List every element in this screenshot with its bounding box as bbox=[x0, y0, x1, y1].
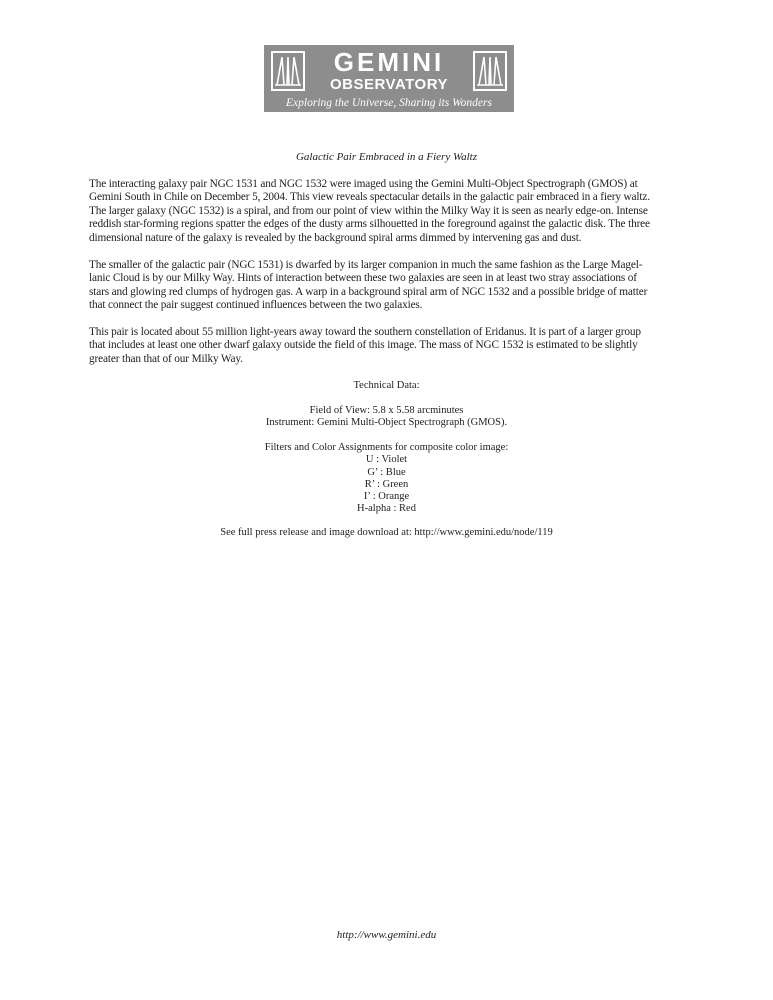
paragraph-line: The larger galaxy (NGC 1532) is a spiral, and from our point of view within the Milky Way it is seen as nearly edge-on. Intense bbox=[89, 204, 648, 217]
logo-subtitle: OBSERVATORY bbox=[329, 76, 449, 93]
paragraph-2 bbox=[89, 259, 685, 313]
filters-block bbox=[89, 442, 684, 516]
filter-item: H-alpha : Red bbox=[357, 503, 416, 515]
instrument: Instrument: Gemini Multi-Object Spectrograph (GMOS). bbox=[265, 417, 508, 429]
filter-item: G’ : Blue bbox=[367, 466, 406, 478]
paragraph-line: that connect the pair suggest continued influences between the two galaxies. bbox=[89, 299, 423, 312]
paragraph-line: greater than that of our Milky Way. bbox=[89, 352, 243, 365]
technical-data-heading: Technical Data: bbox=[353, 380, 420, 391]
paragraph-line: The interacting galaxy pair NGC 1531 and NGC 1532 were imaged using the Gemini Multi-Object Spectrograph (GMOS) at bbox=[89, 178, 638, 190]
paragraph-1 bbox=[89, 178, 685, 245]
paragraph-line: that includes at least one other dwarf galaxy outside the field of this image. The mass of NGC 1532 is estimated to be slightly bbox=[89, 339, 638, 352]
paragraph-line: The smaller of the galactic pair (NGC 1531) is dwarfed by its larger companion in much the same fashion as the Large Magel- bbox=[89, 259, 643, 271]
field-of-view: Field of View: 5.8 x 5.58 arcminutes bbox=[309, 405, 464, 416]
paragraph-line: This pair is located about 55 million light-years away toward the southern constellation of Eridanus. It is part of a larger group bbox=[89, 326, 641, 338]
gemini-telescope-icon bbox=[473, 51, 507, 91]
paragraph-line: Gemini South in Chile on December 5, 2004. This view reveals spectacular details in the galactic pair embraced in a fiery waltz. bbox=[89, 191, 650, 204]
press-release-note: See full press release and image download at: http://www.gemini.edu/node/119 bbox=[220, 527, 553, 538]
paragraph-line: stars and glowing red clumps of hydrogen gas. A warp in a background spiral arm of NGC 1532 and a possible bridge of matter bbox=[89, 285, 648, 298]
footer-url: http://www.gemini.edu bbox=[336, 929, 437, 941]
paragraph-3 bbox=[89, 326, 685, 366]
technical-data-block bbox=[89, 405, 684, 430]
logo-name: GEMINI bbox=[333, 47, 445, 77]
filter-item: R’ : Green bbox=[364, 478, 409, 490]
paragraph-line: lanic Cloud is by our Milky Way. Hints of interaction between these two galaxies are seen in at least two stray associations of bbox=[89, 272, 637, 285]
article-title: Galactic Pair Embraced in a Fiery Waltz bbox=[295, 151, 478, 163]
logo-tagline: Exploring the Universe, Sharing its Wonders bbox=[286, 97, 492, 109]
gemini-telescope-icon bbox=[271, 51, 305, 91]
paragraph-line: reddish star-forming regions spatter the edges of the dusty arms silhouetted in the foreground against the galactic disk. The three bbox=[89, 218, 650, 231]
filters-heading: Filters and Color Assignments for composite color image: bbox=[264, 442, 509, 453]
paragraph-line: dimensional nature of the galaxy is revealed by the background spiral arms dimmed by intervening gas and dust. bbox=[89, 231, 582, 244]
gemini-observatory-logo bbox=[264, 45, 514, 112]
filter-item: U : Violet bbox=[365, 454, 408, 466]
filter-item: I’ : Orange bbox=[363, 491, 410, 503]
